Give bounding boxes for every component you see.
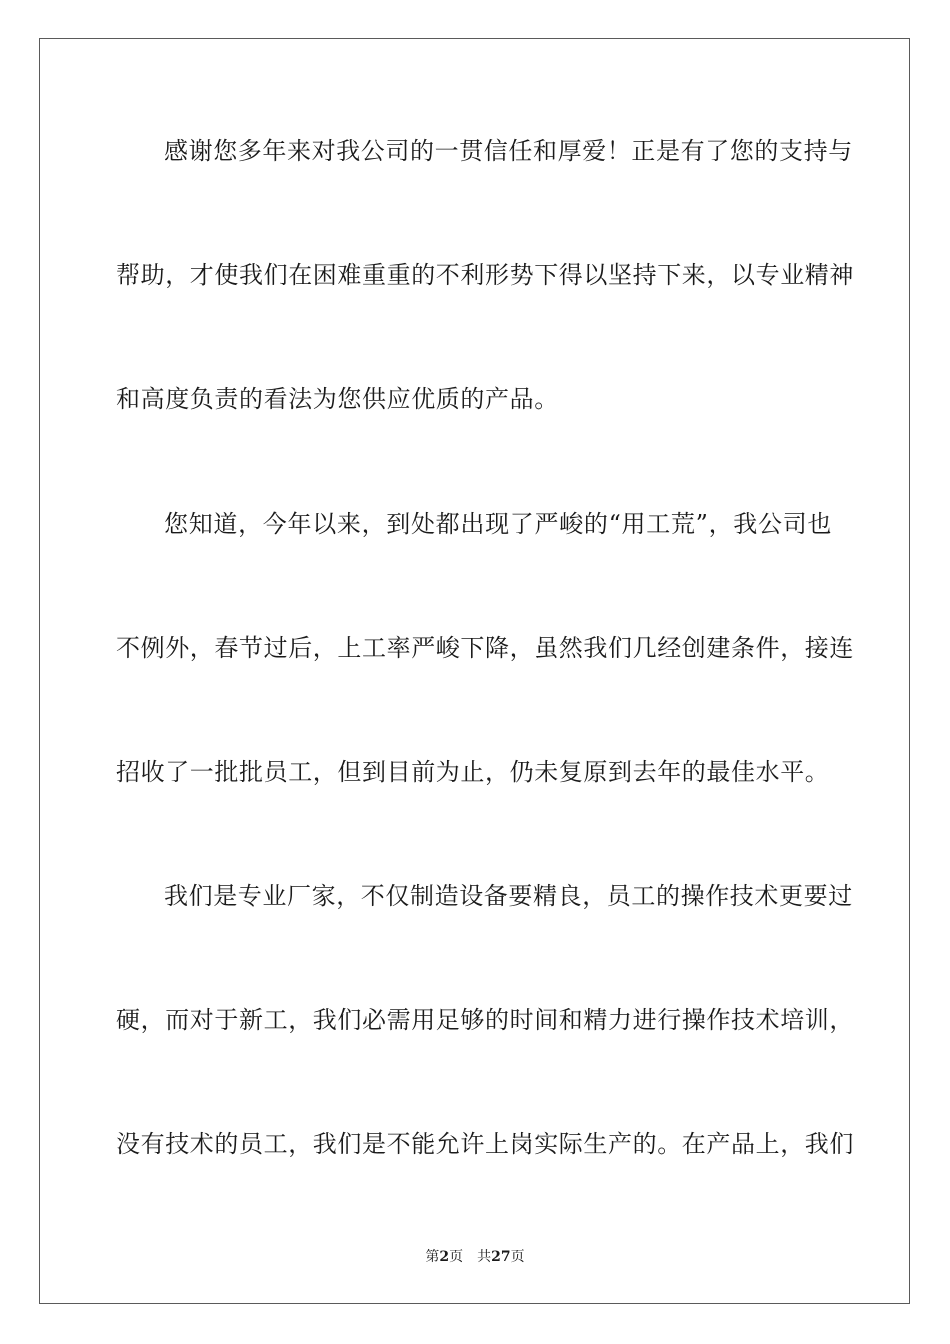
paragraph-1-line-2: 帮助，才使我们在困难重重的不利形势下得以坚持下来，以专业精神 <box>116 261 854 289</box>
paragraph-1-line-1: 感谢您多年来对我公司的一贯信任和厚爱！正是有了您的支持与 <box>164 137 853 165</box>
page-footer <box>0 1248 950 1266</box>
footer-total-suffix: 页 <box>510 1249 525 1265</box>
footer-total-pages: 27 <box>491 1249 511 1265</box>
footer-total-prefix: 共 <box>477 1249 492 1265</box>
paragraph-3-line-1: 我们是专业厂家，不仅制造设备要精良，员工的操作技术更要过 <box>164 882 853 910</box>
paragraph-3-line-3: 没有技术的员工，我们是不能允许上岗实际生产的。在产品上，我们 <box>116 1130 854 1158</box>
page-border <box>39 38 910 1304</box>
paragraph-1-line-3: 和高度负责的看法为您供应优质的产品。 <box>116 385 559 413</box>
paragraph-2-line-1: 您知道，今年以来，到处都出现了严峻的“用工荒”，我公司也 <box>164 510 832 538</box>
footer-page-prefix: 第 <box>425 1249 440 1265</box>
paragraph-2-line-2: 不例外，春节过后，上工率严峻下降，虽然我们几经创建条件，接连 <box>116 634 854 662</box>
paragraph-2-line-3: 招收了一批批员工，但到目前为止，仍未复原到去年的最佳水平。 <box>116 758 830 786</box>
footer-page-suffix: 页 <box>449 1249 464 1265</box>
footer-page-number: 2 <box>439 1249 450 1265</box>
paragraph-3-line-2: 硬，而对于新工，我们必需用足够的时间和精力进行操作技术培训， <box>116 1006 854 1034</box>
